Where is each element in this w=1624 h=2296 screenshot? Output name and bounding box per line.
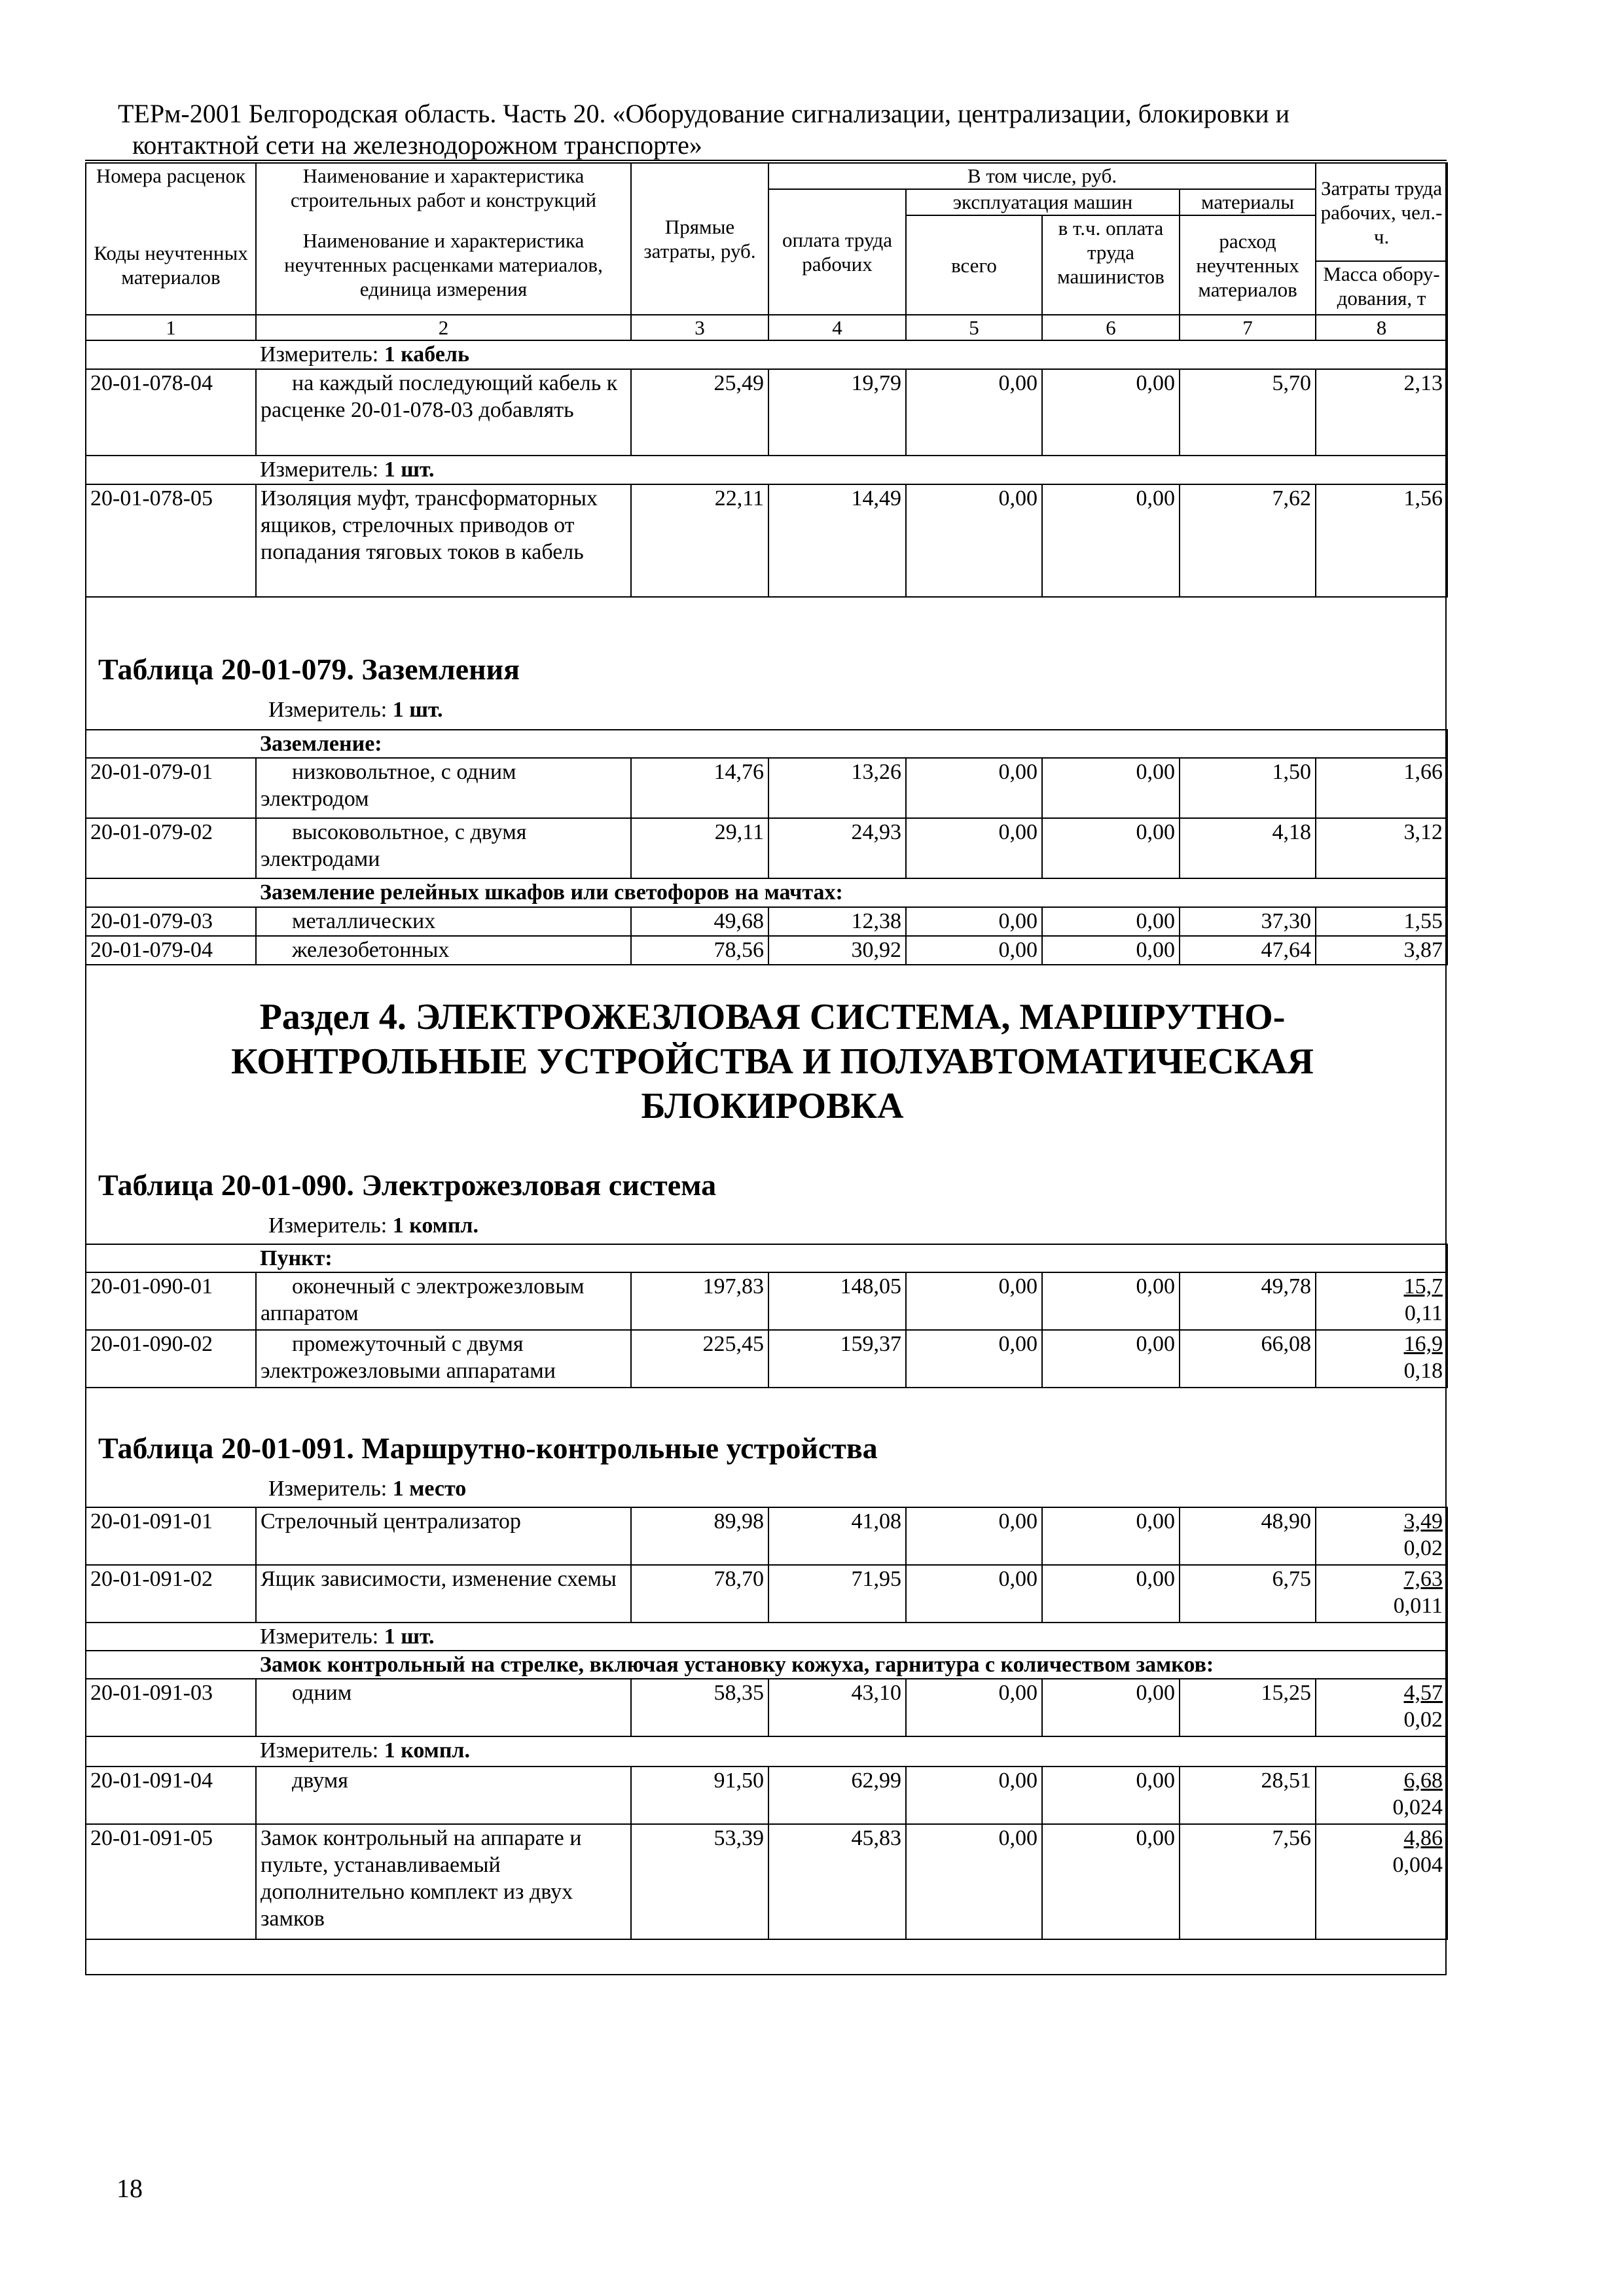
colhead-machinist-wages: в т.ч. оплата труда машинистов [1042, 215, 1180, 315]
labor-mass-cell [1316, 1767, 1447, 1824]
direct-costs: 89,98 [631, 1507, 768, 1565]
colnum-2: 2 [256, 315, 631, 340]
wages: 159,37 [768, 1330, 906, 1388]
colhead-name-unaccounted: Наименование и характеристика неучтенных расценками материалов, единица измерения [256, 215, 631, 315]
rate-code: 20-01-078-05 [86, 484, 256, 597]
rate-code: 20-01-079-02 [86, 818, 256, 878]
labor-mass-cell [1316, 1507, 1447, 1565]
labor-mass-cell [1316, 1272, 1447, 1330]
measure-label: Измеритель: [268, 1477, 388, 1501]
colhead-name: Наименование и характеристика строительных работ и конструкций [256, 163, 631, 215]
wages: 24,93 [768, 818, 906, 878]
direct-costs: 49,68 [631, 907, 768, 936]
machines-total: 0,00 [906, 936, 1042, 965]
rate-name: Стрелочный централизатор [256, 1507, 631, 1565]
machinist-wages: 0,00 [1042, 1824, 1180, 1939]
wages: 45,83 [768, 1824, 906, 1939]
materials: 49,78 [1180, 1272, 1316, 1330]
running-header [118, 98, 1460, 161]
machinist-wages: 0,00 [1042, 1330, 1180, 1388]
labor-mass-cell [1316, 1565, 1447, 1623]
colhead-machines-total: всего [906, 215, 1042, 315]
direct-costs: 91,50 [631, 1767, 768, 1824]
machinist-wages: 0,00 [1042, 1679, 1180, 1736]
section-heading-line: Раздел 4. ЭЛЕКТРОЖЕЗЛОВАЯ СИСТЕМА, МАРШРУТНО- [259, 997, 1286, 1037]
equipment-mass: 0,02 [1403, 1708, 1443, 1732]
rate-name: на каждый последующий кабель к расценке 20-01-078-03 добавлять [256, 369, 631, 456]
table-row [86, 1679, 1447, 1736]
measure-unit: 1 шт. [392, 698, 443, 722]
rate-name: промежуточный с двумя электрожезловыми аппаратами [256, 1330, 631, 1388]
machinist-wages: 0,00 [1042, 907, 1180, 936]
colnum-7: 7 [1180, 315, 1316, 340]
column-numbers-row [86, 315, 1447, 340]
machines-total: 0,00 [906, 818, 1042, 878]
rate-code: 20-01-079-04 [86, 936, 256, 965]
colhead-labor: Затраты труда рабочих, чел.-ч. [1316, 163, 1447, 261]
table-091 [85, 1507, 1448, 1940]
colhead-including: В том числе, руб. [768, 163, 1316, 189]
table-row [86, 818, 1447, 878]
machines-total: 0,00 [906, 1824, 1042, 1939]
labor-hours: 1,55 [1316, 907, 1447, 936]
machinist-wages: 0,00 [1042, 1507, 1180, 1565]
group-label: Заземление: [256, 730, 1447, 758]
header-rule [85, 160, 1447, 161]
machinist-wages: 0,00 [1042, 818, 1180, 878]
equipment-mass: 0,011 [1393, 1594, 1443, 1618]
machines-total: 0,00 [906, 1565, 1042, 1623]
materials: 5,70 [1180, 369, 1316, 456]
labor-hours: 16,9 [1403, 1332, 1443, 1356]
direct-costs: 25,49 [631, 369, 768, 456]
measure-label: Измеритель: [268, 698, 388, 722]
machinist-wages: 0,00 [1042, 1565, 1180, 1623]
machines-total: 0,00 [906, 758, 1042, 818]
table-090 [85, 1244, 1448, 1388]
colnum-5: 5 [906, 315, 1042, 340]
rate-code: 20-01-091-01 [86, 1507, 256, 1565]
colnum-1: 1 [86, 315, 256, 340]
wages: 14,49 [768, 484, 906, 597]
table-row [86, 1330, 1447, 1388]
labor-hours: 6,68 [1403, 1768, 1443, 1793]
rates-table-top [85, 162, 1448, 598]
measure-line [268, 1213, 478, 1238]
table-row [86, 1767, 1447, 1824]
direct-costs: 14,76 [631, 758, 768, 818]
rate-name: двумя [256, 1767, 631, 1824]
rate-name: Ящик зависимости, изменение схемы [256, 1565, 631, 1623]
wages: 30,92 [768, 936, 906, 965]
direct-costs: 225,45 [631, 1330, 768, 1388]
rate-name: высоковольтное, с двумя электродами [256, 818, 631, 878]
table-090-title: Таблица 20-01-090. Электрожезловая система [98, 1168, 717, 1202]
colhead-codes: Номера расценок [86, 163, 256, 215]
colhead-materials: материалы [1180, 189, 1316, 215]
labor-hours: 4,86 [1403, 1826, 1443, 1850]
materials: 7,56 [1180, 1824, 1316, 1939]
measure-unit: 1 компл. [384, 1738, 471, 1763]
rate-code: 20-01-090-02 [86, 1330, 256, 1388]
labor-hours: 15,7 [1403, 1274, 1443, 1299]
group-row [86, 1244, 1447, 1272]
labor-hours: 3,12 [1316, 818, 1447, 878]
machinist-wages: 0,00 [1042, 1272, 1180, 1330]
wages: 12,38 [768, 907, 906, 936]
rate-code: 20-01-090-01 [86, 1272, 256, 1330]
rate-name: Замок контрольный на аппарате и пульте, устанавливаемый дополнительно комплект из двух замков [256, 1824, 631, 1939]
materials: 37,30 [1180, 907, 1316, 936]
group-label: Заземление релейных шкафов или светофоров на мачтах: [256, 878, 1447, 907]
equipment-mass: 0,024 [1392, 1795, 1443, 1820]
rate-code: 20-01-091-04 [86, 1767, 256, 1824]
machines-total: 0,00 [906, 1330, 1042, 1388]
wages: 62,99 [768, 1767, 906, 1824]
labor-hours: 3,49 [1403, 1509, 1443, 1534]
measure-label: Измеритель: [260, 342, 379, 367]
machinist-wages: 0,00 [1042, 936, 1180, 965]
rate-code: 20-01-079-01 [86, 758, 256, 818]
materials: 48,90 [1180, 1507, 1316, 1565]
measure-row [86, 456, 1447, 484]
machinist-wages: 0,00 [1042, 758, 1180, 818]
header-line-1: ТЕРм-2001 Белгородская область. Часть 20. «Оборудование сигнализации, централизации, блокировки и [118, 99, 1290, 128]
measure-label: Измеритель: [260, 1738, 379, 1763]
machines-total: 0,00 [906, 1507, 1042, 1565]
materials: 7,62 [1180, 484, 1316, 597]
wages: 43,10 [768, 1679, 906, 1736]
table-row [86, 1272, 1447, 1330]
measure-label: Измеритель: [260, 1624, 379, 1649]
machinist-wages: 0,00 [1042, 1767, 1180, 1824]
measure-line [268, 698, 443, 723]
rate-name: металлических [256, 907, 631, 936]
table-row [86, 907, 1447, 936]
machines-total: 0,00 [906, 1679, 1042, 1736]
colhead-machines: эксплуатация машин [906, 189, 1180, 215]
rate-name: оконечный с электрожезловым аппаратом [256, 1272, 631, 1330]
equipment-mass: 0,02 [1403, 1536, 1443, 1560]
colhead-mass: Масса обору-дования, т [1316, 261, 1447, 315]
rate-code: 20-01-078-04 [86, 369, 256, 456]
materials: 1,50 [1180, 758, 1316, 818]
wages: 41,08 [768, 1507, 906, 1565]
labor-hours: 2,13 [1316, 369, 1447, 456]
table-row [86, 1565, 1447, 1623]
group-row [86, 730, 1447, 758]
group-row [86, 878, 1447, 907]
materials: 4,18 [1180, 818, 1316, 878]
labor-mass-cell [1316, 1679, 1447, 1736]
colnum-3: 3 [631, 315, 768, 340]
wages: 148,05 [768, 1272, 906, 1330]
table-row [86, 1824, 1447, 1939]
measure-unit: 1 шт. [384, 1624, 435, 1649]
materials: 28,51 [1180, 1767, 1316, 1824]
equipment-mass: 0,18 [1403, 1359, 1443, 1383]
rate-code: 20-01-091-02 [86, 1565, 256, 1623]
machines-total: 0,00 [906, 907, 1042, 936]
labor-hours: 7,63 [1403, 1567, 1443, 1591]
table-row [86, 758, 1447, 818]
rate-code: 20-01-091-03 [86, 1679, 256, 1736]
colnum-4: 4 [768, 315, 906, 340]
page-number: 18 [117, 2174, 143, 2203]
table-row [86, 369, 1447, 456]
measure-label: Измеритель: [268, 1213, 388, 1238]
rate-name: Изоляция муфт, трансформаторных ящиков, стрелочных приводов от попадания тяговых токов в кабель [256, 484, 631, 597]
labor-hours: 4,57 [1403, 1681, 1443, 1705]
direct-costs: 197,83 [631, 1272, 768, 1330]
measure-unit: 1 компл. [392, 1213, 479, 1238]
direct-costs: 22,11 [631, 484, 768, 597]
rate-name: одним [256, 1679, 631, 1736]
wages: 71,95 [768, 1565, 906, 1623]
measure-label: Измеритель: [260, 457, 379, 482]
machines-total: 0,00 [906, 1272, 1042, 1330]
header-line-2: контактной сети на железнодорожном транспорте» [132, 130, 702, 160]
colhead-direct-costs: Прямые затраты, руб. [631, 163, 768, 315]
rate-code: 20-01-091-05 [86, 1824, 256, 1939]
machines-total: 0,00 [906, 369, 1042, 456]
rate-code: 20-01-079-03 [86, 907, 256, 936]
measure-unit: 1 кабель [384, 342, 469, 367]
colhead-codes-unaccounted: Коды неучтенных материалов [86, 215, 256, 315]
section-heading-line: БЛОКИРОВКА [641, 1086, 904, 1126]
colhead-unaccounted-materials: расход неучтенных материалов [1180, 215, 1316, 315]
direct-costs: 53,39 [631, 1824, 768, 1939]
equipment-mass: 0,11 [1404, 1301, 1443, 1325]
direct-costs: 78,56 [631, 936, 768, 965]
equipment-mass: 0,004 [1392, 1853, 1443, 1877]
table-091-title: Таблица 20-01-091. Маршрутно-контрольные устройства [98, 1431, 878, 1465]
group-label: Пункт: [256, 1244, 1447, 1272]
wages: 19,79 [768, 369, 906, 456]
section-heading [131, 995, 1414, 1128]
measure-row [86, 1736, 1447, 1767]
labor-hours: 3,87 [1316, 936, 1447, 965]
wages: 13,26 [768, 758, 906, 818]
machines-total: 0,00 [906, 484, 1042, 597]
materials: 47,64 [1180, 936, 1316, 965]
table-row [86, 936, 1447, 965]
table-079 [85, 729, 1448, 965]
direct-costs: 29,11 [631, 818, 768, 878]
group-label: Замок контрольный на стрелке, включая установку кожуха, гарнитура с количеством замков: [256, 1651, 1447, 1679]
machinist-wages: 0,00 [1042, 484, 1180, 597]
table-row [86, 484, 1447, 597]
materials: 15,25 [1180, 1679, 1316, 1736]
colhead-wages: оплата труда рабочих [768, 189, 906, 315]
materials: 66,08 [1180, 1330, 1316, 1388]
colnum-8: 8 [1316, 315, 1447, 340]
labor-hours: 1,66 [1316, 758, 1447, 818]
measure-row [86, 340, 1447, 369]
group-row [86, 1651, 1447, 1679]
labor-mass-cell [1316, 1330, 1447, 1388]
rate-name: низковольтное, с одним электродом [256, 758, 631, 818]
direct-costs: 78,70 [631, 1565, 768, 1623]
materials: 6,75 [1180, 1565, 1316, 1623]
colnum-6: 6 [1042, 315, 1180, 340]
machines-total: 0,00 [906, 1767, 1042, 1824]
table-row [86, 1507, 1447, 1565]
machinist-wages: 0,00 [1042, 369, 1180, 456]
measure-unit: 1 место [392, 1477, 467, 1501]
table-079-title: Таблица 20-01-079. Заземления [98, 653, 520, 686]
labor-mass-cell [1316, 1824, 1447, 1939]
measure-row [86, 1623, 1447, 1651]
measure-line [268, 1477, 466, 1501]
section-heading-line: КОНТРОЛЬНЫЕ УСТРОЙСТВА И ПОЛУАВТОМАТИЧЕСКАЯ [231, 1041, 1314, 1082]
direct-costs: 58,35 [631, 1679, 768, 1736]
rate-name: железобетонных [256, 936, 631, 965]
measure-unit: 1 шт. [384, 457, 435, 482]
labor-hours: 1,56 [1316, 484, 1447, 597]
